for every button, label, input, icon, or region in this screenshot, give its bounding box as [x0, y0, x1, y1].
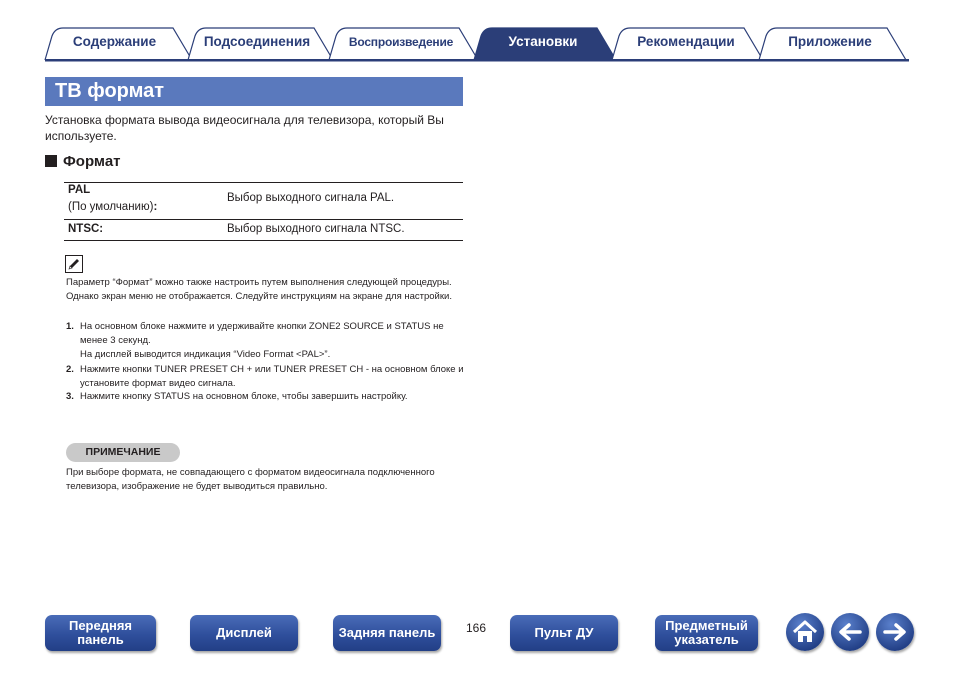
option-value: Выбор выходного сигнала PAL. [227, 192, 395, 204]
tab-connections[interactable]: Подсоединения [203, 34, 311, 49]
remote-button[interactable]: Пульт ДУ [510, 615, 618, 651]
step-text: Нажмите кнопку STATUS на основном блоке, чтобы завершить настройку. [80, 391, 408, 402]
pencil-icon [65, 255, 83, 273]
step-text: На основном блоке нажмите и удерживайте кнопки ZONE2 SOURCE и STATUS не менее 3 секунд. [80, 321, 444, 346]
tab-tips[interactable]: Рекомендации [637, 34, 735, 49]
option-value: Выбор выходного сигнала NTSC. [227, 223, 405, 235]
home-button[interactable] [786, 613, 824, 651]
note-text: Параметр “Формат” можно также настроить путем выполнения следующей процедуры. Однако экран меню не отображается. Следуйте инструкциям на экране для настройки. [66, 277, 452, 302]
step-number: 1. [66, 321, 74, 332]
tab-underline [45, 59, 909, 62]
rear-panel-button[interactable]: Задняя панель [333, 615, 441, 651]
option-key-sub [68, 201, 157, 213]
step-subtext: На дисплей выводится индикация “Video Format <PAL>”. [80, 349, 331, 360]
arrow-right-icon [876, 613, 914, 651]
forward-button[interactable] [876, 613, 914, 651]
tab-bar [0, 0, 954, 64]
default-label: (По умолчанию) [68, 201, 154, 213]
key-colon: : [153, 201, 158, 213]
display-button[interactable]: Дисплей [190, 615, 298, 651]
step-text: Нажмите кнопки TUNER PRESET CH + или TUNER PRESET CH - на основном блоке и установите формат видео сигнала. [80, 364, 464, 389]
arrow-left-icon [831, 613, 869, 651]
front-panel-button[interactable]: Передняя панель [45, 615, 156, 651]
tab-playback[interactable]: Воспроизведение [348, 35, 454, 49]
page-number: 166 [466, 621, 487, 635]
tab-contents[interactable]: Содержание [72, 34, 157, 49]
square-bullet-icon [45, 155, 57, 167]
table-row [64, 219, 463, 241]
format-table [64, 182, 463, 241]
table-row [64, 182, 463, 219]
index-button[interactable]: Предметный указатель [655, 615, 758, 651]
section-heading [45, 153, 121, 171]
section-title: Формат [63, 153, 121, 170]
option-key: PAL [68, 184, 91, 196]
remark-text: При выборе формата, не совпадающего с форматом видеосигнала подключенного телевизора, изображение не будет выводиться правильно. [66, 467, 435, 492]
back-button[interactable] [831, 613, 869, 651]
page-title: ТВ формат [55, 80, 165, 102]
step-number: 2. [66, 364, 74, 375]
tab-shapes [0, 0, 954, 64]
intro-text: Установка формата вывода видеосигнала для телевизора, который Вы используете. [45, 113, 444, 143]
tab-appendix[interactable]: Приложение [788, 34, 872, 49]
option-key: NTSC: [68, 223, 104, 235]
home-icon [786, 613, 824, 651]
page-title-bar [45, 77, 463, 106]
remark-badge: ПРИМЕЧАНИЕ [66, 443, 180, 462]
tab-setup[interactable]: Установки [508, 34, 578, 49]
step-number: 3. [66, 391, 74, 402]
